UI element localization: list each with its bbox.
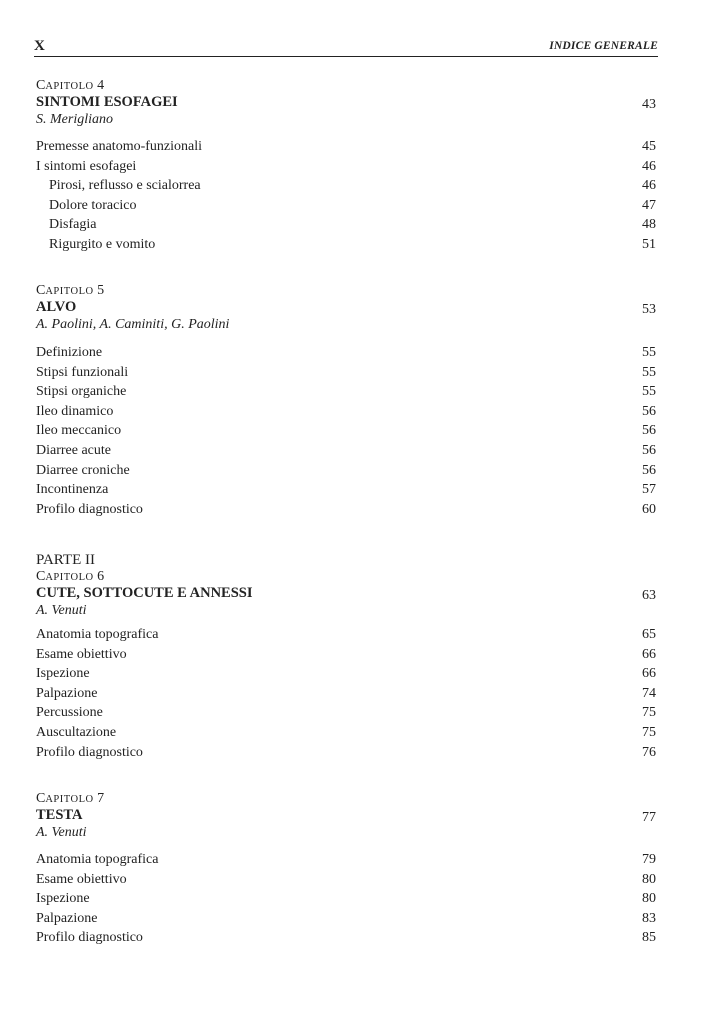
entry-page: 56 bbox=[642, 442, 656, 458]
chapter-page: 43 bbox=[642, 97, 656, 112]
toc-entry bbox=[36, 664, 656, 684]
entry-title: Profilo diagnostico bbox=[36, 501, 143, 517]
entry-title: Anatomia topografica bbox=[36, 627, 159, 642]
chapter-label bbox=[36, 283, 656, 299]
entry-page: 45 bbox=[642, 139, 656, 154]
toc-entry bbox=[36, 382, 656, 402]
entry-title: Palpazione bbox=[36, 685, 98, 701]
chapter-7 bbox=[36, 791, 656, 948]
toc-entry bbox=[36, 500, 656, 520]
toc-entry bbox=[36, 343, 656, 363]
toc-entry bbox=[36, 703, 656, 723]
entry-title: Ileo meccanico bbox=[36, 423, 122, 439]
entry-title: Ileo dinamico bbox=[36, 403, 114, 419]
toc-entry bbox=[36, 850, 656, 870]
running-title: INDICE GENERALE bbox=[549, 40, 658, 52]
entry-title: Incontinenza bbox=[36, 482, 109, 498]
chapter-number: 4 bbox=[97, 78, 105, 93]
entry-page: 75 bbox=[642, 705, 656, 721]
entry-title: Palpazione bbox=[36, 910, 98, 926]
entry-page: 83 bbox=[642, 910, 656, 926]
entry-page: 66 bbox=[642, 646, 656, 662]
toc-entry bbox=[36, 645, 656, 665]
chapter-author: A. Paolini, A. Caminiti, G. Paolini bbox=[36, 317, 230, 332]
chapter-word: CAPITOLO bbox=[36, 283, 94, 298]
entry-page: 80 bbox=[642, 891, 656, 907]
toc-entry bbox=[36, 684, 656, 704]
entry-title: I sintomi esofagei bbox=[36, 158, 137, 174]
entry-page: 79 bbox=[642, 852, 656, 867]
entry-page: 80 bbox=[642, 871, 656, 887]
chapter-label bbox=[36, 78, 656, 94]
entry-page: 56 bbox=[642, 423, 656, 439]
chapter-title: ALVO bbox=[36, 299, 77, 315]
chapter-page: 77 bbox=[642, 810, 656, 825]
toc-entry bbox=[36, 909, 656, 929]
entry-page: 65 bbox=[642, 627, 656, 642]
toc-entry bbox=[36, 196, 656, 216]
chapter-4 bbox=[36, 78, 656, 255]
toc-entry bbox=[36, 743, 656, 763]
toc-entry bbox=[36, 723, 656, 743]
chapter-number: 7 bbox=[97, 791, 105, 806]
toc-entry bbox=[36, 928, 656, 948]
toc-entry bbox=[36, 480, 656, 500]
entry-page: 66 bbox=[642, 666, 656, 682]
chapter-title-row bbox=[36, 299, 656, 316]
toc-entry bbox=[36, 421, 656, 441]
toc-entry bbox=[36, 215, 656, 235]
entry-title: Ispezione bbox=[36, 891, 90, 907]
chapter-6 bbox=[36, 551, 656, 762]
entry-title: Stipsi organiche bbox=[36, 384, 127, 400]
entry-page: 46 bbox=[642, 178, 656, 194]
chapter-page: 53 bbox=[642, 302, 656, 317]
toc-entry bbox=[36, 176, 656, 196]
chapter-label bbox=[36, 569, 656, 585]
entry-page: 51 bbox=[642, 236, 656, 252]
entry-page: 57 bbox=[642, 482, 656, 498]
entry-page: 76 bbox=[642, 744, 656, 760]
entry-title: Stipsi funzionali bbox=[36, 364, 129, 380]
entry-title: Disfagia bbox=[49, 217, 97, 233]
entry-page: 75 bbox=[642, 724, 656, 740]
entry-title: Profilo diagnostico bbox=[36, 744, 143, 760]
entry-page: 85 bbox=[642, 930, 656, 946]
entry-title: Pirosi, reflusso e scialorrea bbox=[49, 178, 201, 194]
chapter-title: TESTA bbox=[36, 807, 83, 823]
entry-title: Anatomia topografica bbox=[36, 852, 159, 867]
toc-entry bbox=[36, 625, 656, 645]
toc-entry bbox=[36, 461, 656, 481]
toc-entry bbox=[36, 889, 656, 909]
entry-page: 46 bbox=[642, 158, 656, 174]
chapter-number: 6 bbox=[97, 569, 105, 584]
chapter-word: CAPITOLO bbox=[36, 78, 94, 93]
entry-title: Definizione bbox=[36, 345, 103, 360]
chapter-word: CAPITOLO bbox=[36, 569, 94, 584]
entry-title: Ispezione bbox=[36, 666, 90, 682]
entry-title: Auscultazione bbox=[36, 724, 117, 740]
toc-entry bbox=[36, 157, 656, 177]
entry-title: Diarree croniche bbox=[36, 462, 130, 478]
entry-title: Esame obiettivo bbox=[36, 646, 127, 662]
entry-page: 47 bbox=[642, 197, 656, 213]
chapter-page: 63 bbox=[642, 588, 656, 603]
entry-page: 56 bbox=[642, 462, 656, 478]
chapter-author: A. Venuti bbox=[36, 603, 87, 618]
toc-entry bbox=[36, 235, 656, 255]
entry-page: 74 bbox=[642, 685, 656, 701]
chapter-title: CUTE, SOTTOCUTE E ANNESSI bbox=[36, 585, 253, 601]
chapter-author: S. Merigliano bbox=[36, 112, 113, 127]
entry-title: Percussione bbox=[36, 705, 103, 721]
entry-page: 48 bbox=[642, 217, 656, 233]
entry-page: 55 bbox=[642, 384, 656, 400]
running-header bbox=[34, 40, 658, 57]
entry-title: Profilo diagnostico bbox=[36, 930, 143, 946]
entry-title: Premesse anatomo-funzionali bbox=[36, 139, 203, 154]
entry-title: Dolore toracico bbox=[49, 197, 137, 213]
chapter-title-row bbox=[36, 94, 656, 111]
chapter-word: CAPITOLO bbox=[36, 791, 94, 806]
chapter-title-row bbox=[36, 807, 656, 824]
part-heading: PARTE II bbox=[36, 552, 95, 568]
entry-page: 56 bbox=[642, 403, 656, 419]
chapter-label bbox=[36, 791, 656, 807]
toc-entry bbox=[36, 402, 656, 422]
entry-title: Rigurgito e vomito bbox=[49, 236, 156, 252]
page-number-roman: X bbox=[34, 38, 45, 54]
entry-page: 55 bbox=[642, 345, 656, 360]
toc-entry bbox=[36, 137, 656, 157]
chapter-author: A. Venuti bbox=[36, 825, 87, 840]
chapter-5 bbox=[36, 283, 656, 519]
chapter-title-row bbox=[36, 585, 656, 602]
entry-page: 55 bbox=[642, 364, 656, 380]
toc-entry bbox=[36, 363, 656, 383]
entry-title: Diarree acute bbox=[36, 442, 111, 458]
toc-entry bbox=[36, 870, 656, 890]
chapter-number: 5 bbox=[97, 283, 105, 298]
entry-page: 60 bbox=[642, 501, 656, 517]
entry-title: Esame obiettivo bbox=[36, 871, 127, 887]
chapter-title: SINTOMI ESOFAGEI bbox=[36, 94, 178, 110]
toc-entry bbox=[36, 441, 656, 461]
